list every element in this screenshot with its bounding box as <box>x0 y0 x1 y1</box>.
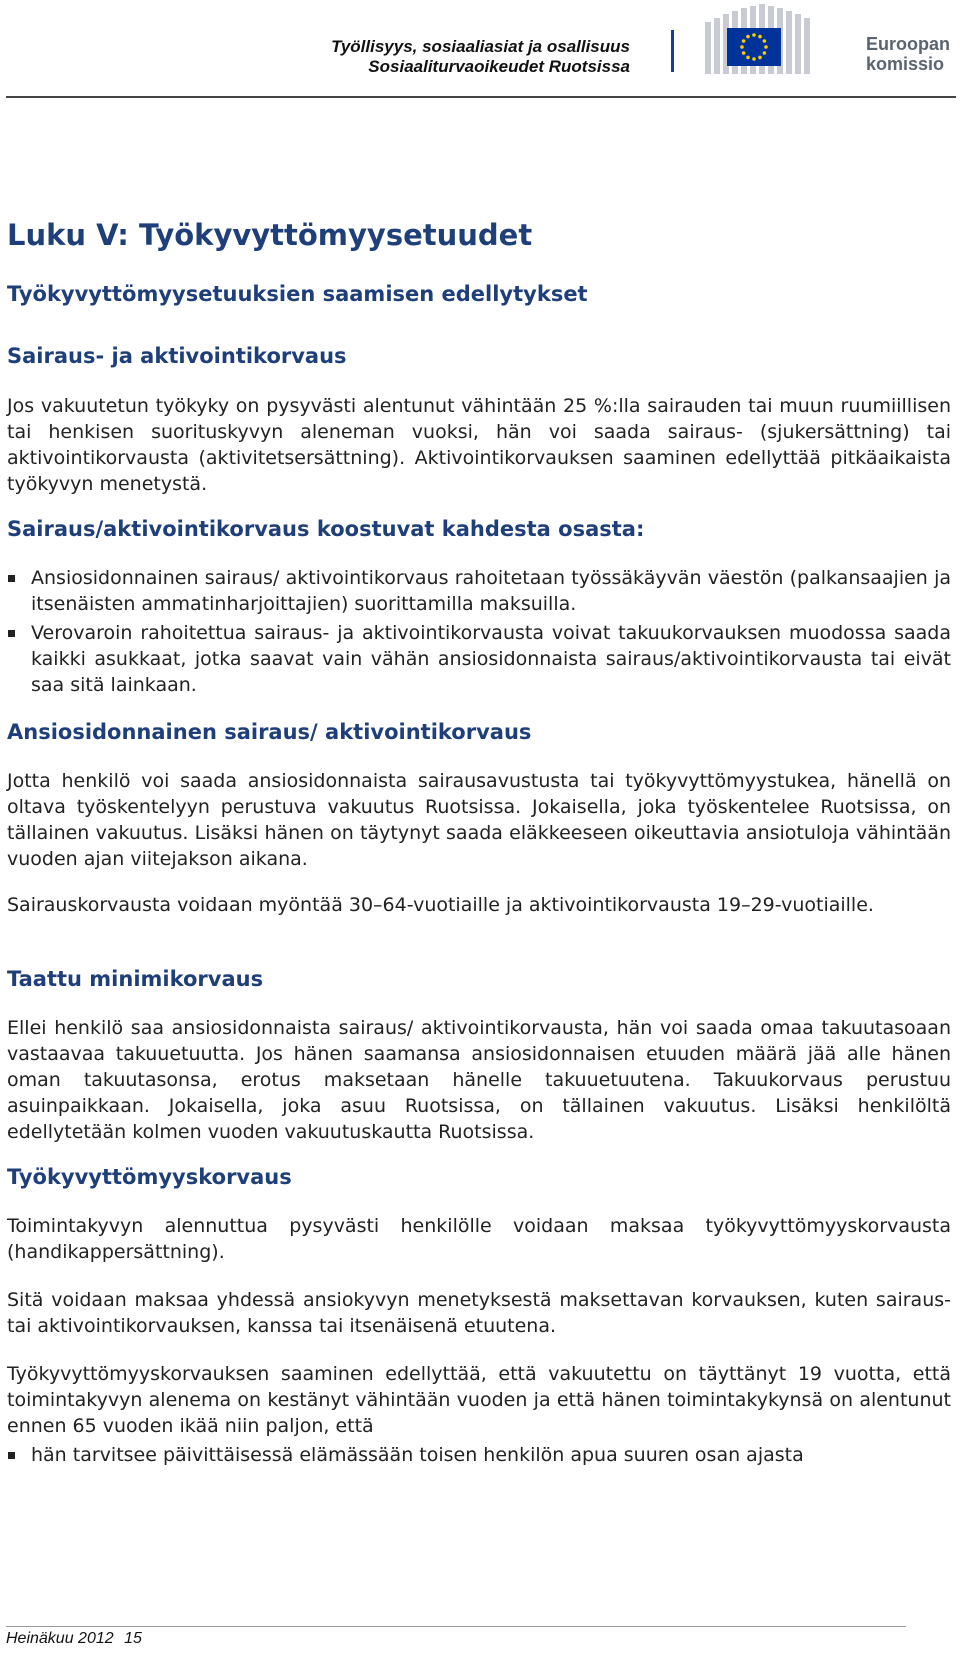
list-item: Ansiosidonnainen sairaus/ aktivointikorvaus rahoitetaan työssäkäyvän väestön (palkansaajien ja itsenäisten ammatinharjoittajien) suorittamilla maksuilla. <box>7 565 951 617</box>
paragraph: Sitä voidaan maksaa yhdessä ansiokyvyn menetyksestä maksettavan korvauksen, kuten sairaus- tai aktivointikorvauksen, kanssa tai itsenäisenä etuutena. <box>7 1289 951 1337</box>
header-rule <box>6 96 956 98</box>
bullet-icon <box>8 630 15 637</box>
paragraph: Ellei henkilö saa ansiosidonnaista sairaus/ aktivointikorvausta, hän voi saada omaa takuutasoaan vastaavaa takuuetuutta. Jos hänen saamansa ansiosidonnaisen etuuden määrä jää alle hänen oman takuutasonsa, erotus maksetaan hänelle takuuetuutena. Takuukorvaus perustuu asuinpaikkaan. Jokaisella, joka asuu Ruotsissa, on tällainen vakuutus. Lisäksi henkilöltä edellytetään kolmen vuoden vakuutuskautta Ruotsissa. <box>7 1017 951 1143</box>
header-line-1: Työllisyys, sosiaaliasiat ja osallisuus <box>331 37 630 56</box>
bullet-icon <box>8 575 15 582</box>
list-item: Verovaroin rahoitettua sairaus- ja aktivointikorvausta voivat takuukorvauksen muodossa saada kaikki asukkaat, jotka saavat vain vähän ansiosidonnaista sairaus/aktivointikorvausta tai eivät saa sitä lainkaan. <box>7 620 951 698</box>
page-header <box>0 0 960 98</box>
org-name: Euroopan komissio <box>866 34 950 74</box>
paragraph: Sairauskorvausta voidaan myöntää 30–64-vuotiaille ja aktivointikorvausta 19–29-vuotiaille. <box>7 894 874 916</box>
subsection-heading: Ansiosidonnainen sairaus/ aktivointikorvaus <box>7 720 532 744</box>
section-heading: Työkyvyttömyysetuuksien saamisen edellytykset <box>7 282 588 306</box>
paragraph: Jos vakuutetun työkyky on pysyvästi alentunut vähintään 25 %:lla sairauden tai muun ruumiillisen tai henkisen suorituskyvyn aleneman vuoksi, hän voi saada sairaus- (sjukersättning) tai aktivointikorvausta (aktivitetsersättning). Aktivointikorvauksen saaminen edellyttää pitkäaikaista työkyvyn menetystä. <box>7 395 951 495</box>
header-titles <box>331 37 630 77</box>
bullet-icon <box>8 1452 15 1459</box>
footer-rule <box>6 1626 906 1627</box>
subsection-heading: Taattu minimikorvaus <box>7 967 264 991</box>
paragraph: Toimintakyvyn alennuttua pysyvästi henkilölle voidaan maksaa työkyvyttömyyskorvausta (handikappersättning). <box>7 1215 951 1263</box>
page-number: 15 <box>124 1630 142 1647</box>
paragraph: Jotta henkilö voi saada ansiosidonnaista sairausavustusta tai työkyvyttömyystukea, hänellä on oltava työskentelyyn perustuva vakuutus Ruotsissa. Jokaisella, joka työskentelee Ruotsissa, on tällainen vakuutus. Lisäksi hänen on täytynyt saada eläkkeeseen oikeuttavia ansiotuloja vähintään vuoden ajan viitejakson aikana. <box>7 770 951 870</box>
list-item: hän tarvitsee päivittäisessä elämässään toisen henkilön apua suuren osan ajasta <box>7 1442 951 1468</box>
subsection-heading: Työkyvyttömyyskorvaus <box>7 1165 292 1189</box>
subsection-heading: Sairaus- ja aktivointikorvaus <box>7 344 347 368</box>
subsection-heading: Sairaus/aktivointikorvaus koostuvat kahdesta osasta: <box>7 517 645 541</box>
header-divider <box>671 30 674 72</box>
page-footer <box>6 1630 142 1648</box>
footer-date: Heinäkuu 2012 <box>6 1630 114 1647</box>
paragraph: Työkyvyttömyyskorvauksen saaminen edellyttää, että vakuutettu on täyttänyt 19 vuotta, että toimintakyvyn alenema on kestänyt vähintään vuoden ja että hänen toimintakykynsä on alentunut ennen 65 vuoden ikää niin paljon, että <box>7 1363 951 1437</box>
header-line-2: Sosiaaliturvaoikeudet Ruotsissa <box>368 57 630 76</box>
chapter-title: Luku V: Työkyvyttömyysetuudet <box>7 218 533 252</box>
